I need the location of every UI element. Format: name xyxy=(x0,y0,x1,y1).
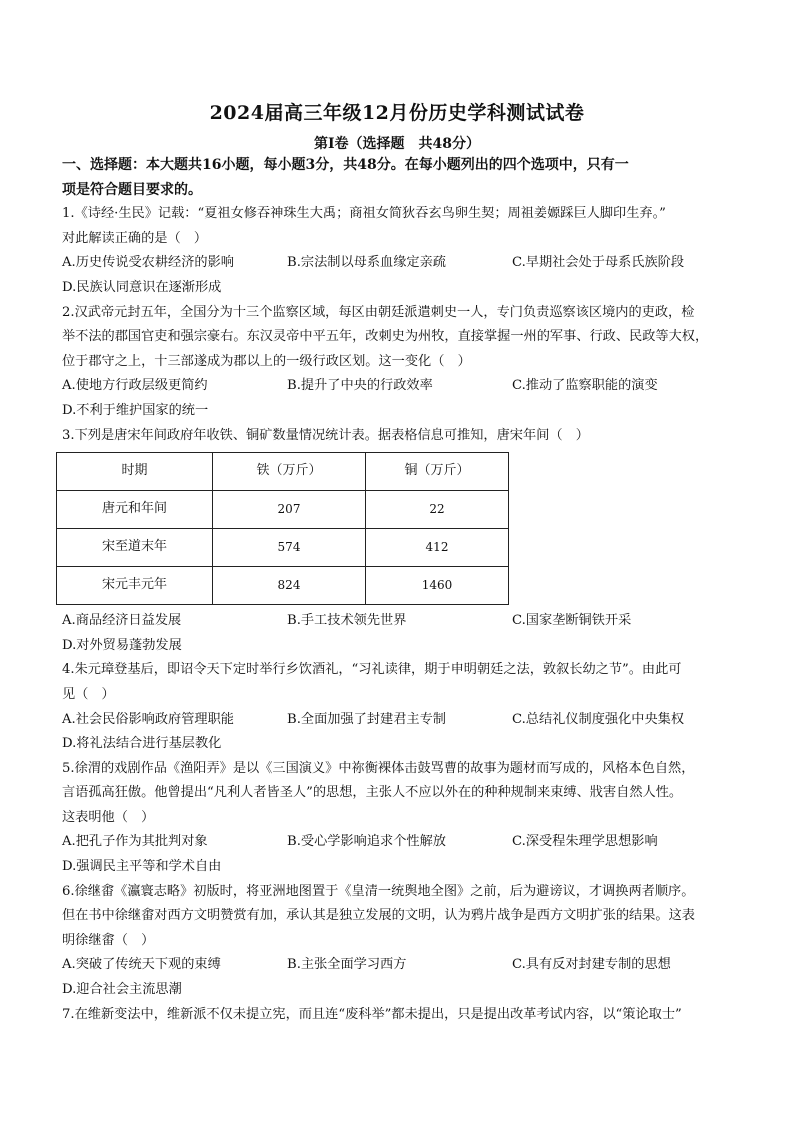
option-d: D.强调民主平等和学术自由 xyxy=(62,859,222,875)
question-text: 4.朱元璋登基后，即诏令天下定时举行乡饮酒礼，“习礼读律，期于申明朝廷之法，敦叙长幼之节”。由此可 xyxy=(62,662,682,678)
option-b: B.宗法制以母系血缘定亲疏 xyxy=(287,255,446,271)
options xyxy=(62,251,752,300)
question-2 xyxy=(62,301,752,424)
table-cell: 412 xyxy=(366,529,509,567)
table-cell: 宋元丰元年 xyxy=(57,567,213,605)
question-5 xyxy=(62,757,752,880)
option-b: B.主张全面学习西方 xyxy=(287,957,407,973)
table-header: 时期 xyxy=(57,453,213,491)
option-d: D.不利于维护国家的统一 xyxy=(62,402,209,418)
table-cell: 22 xyxy=(366,491,509,529)
options xyxy=(62,374,752,423)
section-instructions-line: 一、选择题：本大题共16小题，每小题3分，共48分。在每小题列出的四个选项中，只有一 xyxy=(62,157,629,173)
question-text: 6.徐继畬《瀛寰志略》初版时，将亚洲地图置于《皇清一统舆地全图》之前，后为避谤议，才调换两者顺序。 xyxy=(62,883,695,899)
question-3 xyxy=(62,424,752,659)
question-text: 对此解读正确的是（ ） xyxy=(62,230,208,246)
option-a: A.社会民俗影响政府管理职能 xyxy=(62,711,234,727)
question-text: 1.《诗经·生民》记载：“夏祖女修吞神珠生大禹；商祖女简狄吞玄鸟卵生契；周祖姜嫄踩巨人脚印生弃。” xyxy=(62,206,666,222)
table-cell: 1460 xyxy=(366,567,509,605)
option-b: B.提升了中央的行政效率 xyxy=(287,378,433,394)
option-a: A.突破了传统天下观的束缚 xyxy=(62,957,221,973)
option-a: A.历史传说受农耕经济的影响 xyxy=(62,255,234,271)
option-c: C.国家垄断铜铁开采 xyxy=(512,613,632,629)
option-c: C.总结礼仪制度强化中央集权 xyxy=(512,711,685,727)
option-d: D.对外贸易蓬勃发展 xyxy=(62,637,182,653)
table-header: 铁（万斤） xyxy=(213,453,366,491)
options xyxy=(62,953,752,1002)
option-c: C.早期社会处于母系氏族阶段 xyxy=(512,255,685,271)
table-cell: 574 xyxy=(213,529,366,567)
table-row xyxy=(57,529,509,567)
option-b: B.受心学影响追求个性解放 xyxy=(287,834,446,850)
question-text: 言语孤高狂傲。他曾提出“凡利人者皆圣人”的思想，主张人不应以外在的种种规制来束缚、戕害自然人性。 xyxy=(62,785,683,801)
question-text: 见（ ） xyxy=(62,686,115,702)
table-cell: 宋至道末年 xyxy=(57,529,213,567)
table-cell: 207 xyxy=(213,491,366,529)
page-title: 2024届高三年级12月份历史学科测试试卷 xyxy=(209,102,585,124)
question-text: 5.徐渭的戏剧作品《渔阳弄》是以《三国演义》中祢衡裸体击鼓骂曹的故事为题材而写成的，风格本色自然， xyxy=(62,760,695,776)
options xyxy=(62,830,752,879)
option-c: C.具有反对封建专制的思想 xyxy=(512,957,671,973)
question-1 xyxy=(62,202,752,300)
option-d: D.将礼法结合进行基层教化 xyxy=(62,736,222,752)
question-text: 但在书中徐继畬对西方文明赞赏有加，承认其是独立发展的文明，认为鸦片战争是西方文明扩张的结果。这表 xyxy=(62,908,695,924)
table-row xyxy=(57,567,509,605)
table-cell: 唐元和年间 xyxy=(57,491,213,529)
option-c: C.推动了监察职能的演变 xyxy=(512,378,658,394)
question-text: 2.汉武帝元封五年，全国分为十三个监察区域，每区由朝廷派遣刺史一人，专门负责巡察该区境内的吏政，检 xyxy=(62,304,695,320)
question-text: 明徐继畬（ ） xyxy=(62,932,155,948)
option-d: D.民族认同意识在逐渐形成 xyxy=(62,279,222,295)
section-instructions xyxy=(62,153,752,202)
question-text: 7.在维新变法中，维新派不仅未提立宪，而且连“废科举”都未提出，只是提出改革考试内容，以“策论取士” xyxy=(62,1006,682,1022)
statistics-table xyxy=(56,452,509,605)
option-a: A.商品经济日益发展 xyxy=(62,613,182,629)
table-cell: 824 xyxy=(213,567,366,605)
table-header-row xyxy=(57,453,509,491)
section-subtitle: 第Ⅰ卷（选择题 共48分） xyxy=(313,136,481,152)
exam-content xyxy=(62,153,752,1027)
options xyxy=(62,708,752,757)
question-text: 3.下列是唐宋年间政府年收铁、铜矿数量情况统计表。据表格信息可推知，唐宋年间（ ） xyxy=(62,427,589,443)
table-header: 铜（万斤） xyxy=(366,453,509,491)
option-d: D.迎合社会主流思潮 xyxy=(62,982,182,998)
option-a: A.使地方行政层级更简约 xyxy=(62,378,208,394)
question-4 xyxy=(62,658,752,756)
option-c: C.深受程朱理学思想影响 xyxy=(512,834,658,850)
section-instructions-line: 项是符合题目要求的。 xyxy=(62,181,202,198)
option-a: A.把孔子作为其批判对象 xyxy=(62,834,208,850)
table-row xyxy=(57,491,509,529)
option-b: B.全面加强了封建君主专制 xyxy=(287,711,446,727)
question-7 xyxy=(62,1003,752,1028)
option-b: B.手工技术领先世界 xyxy=(287,613,407,629)
options xyxy=(62,609,752,658)
question-6 xyxy=(62,880,752,1003)
question-text: 举不法的郡国官吏和强宗豪右。东汉灵帝中平五年，改刺史为州牧，直接掌握一州的军事、行政、民政等大权， xyxy=(62,329,709,345)
question-text: 位于郡守之上，十三部遂成为郡以上的一级行政区划。这一变化（ ） xyxy=(62,353,471,369)
question-text: 这表明他（ ） xyxy=(62,809,155,825)
